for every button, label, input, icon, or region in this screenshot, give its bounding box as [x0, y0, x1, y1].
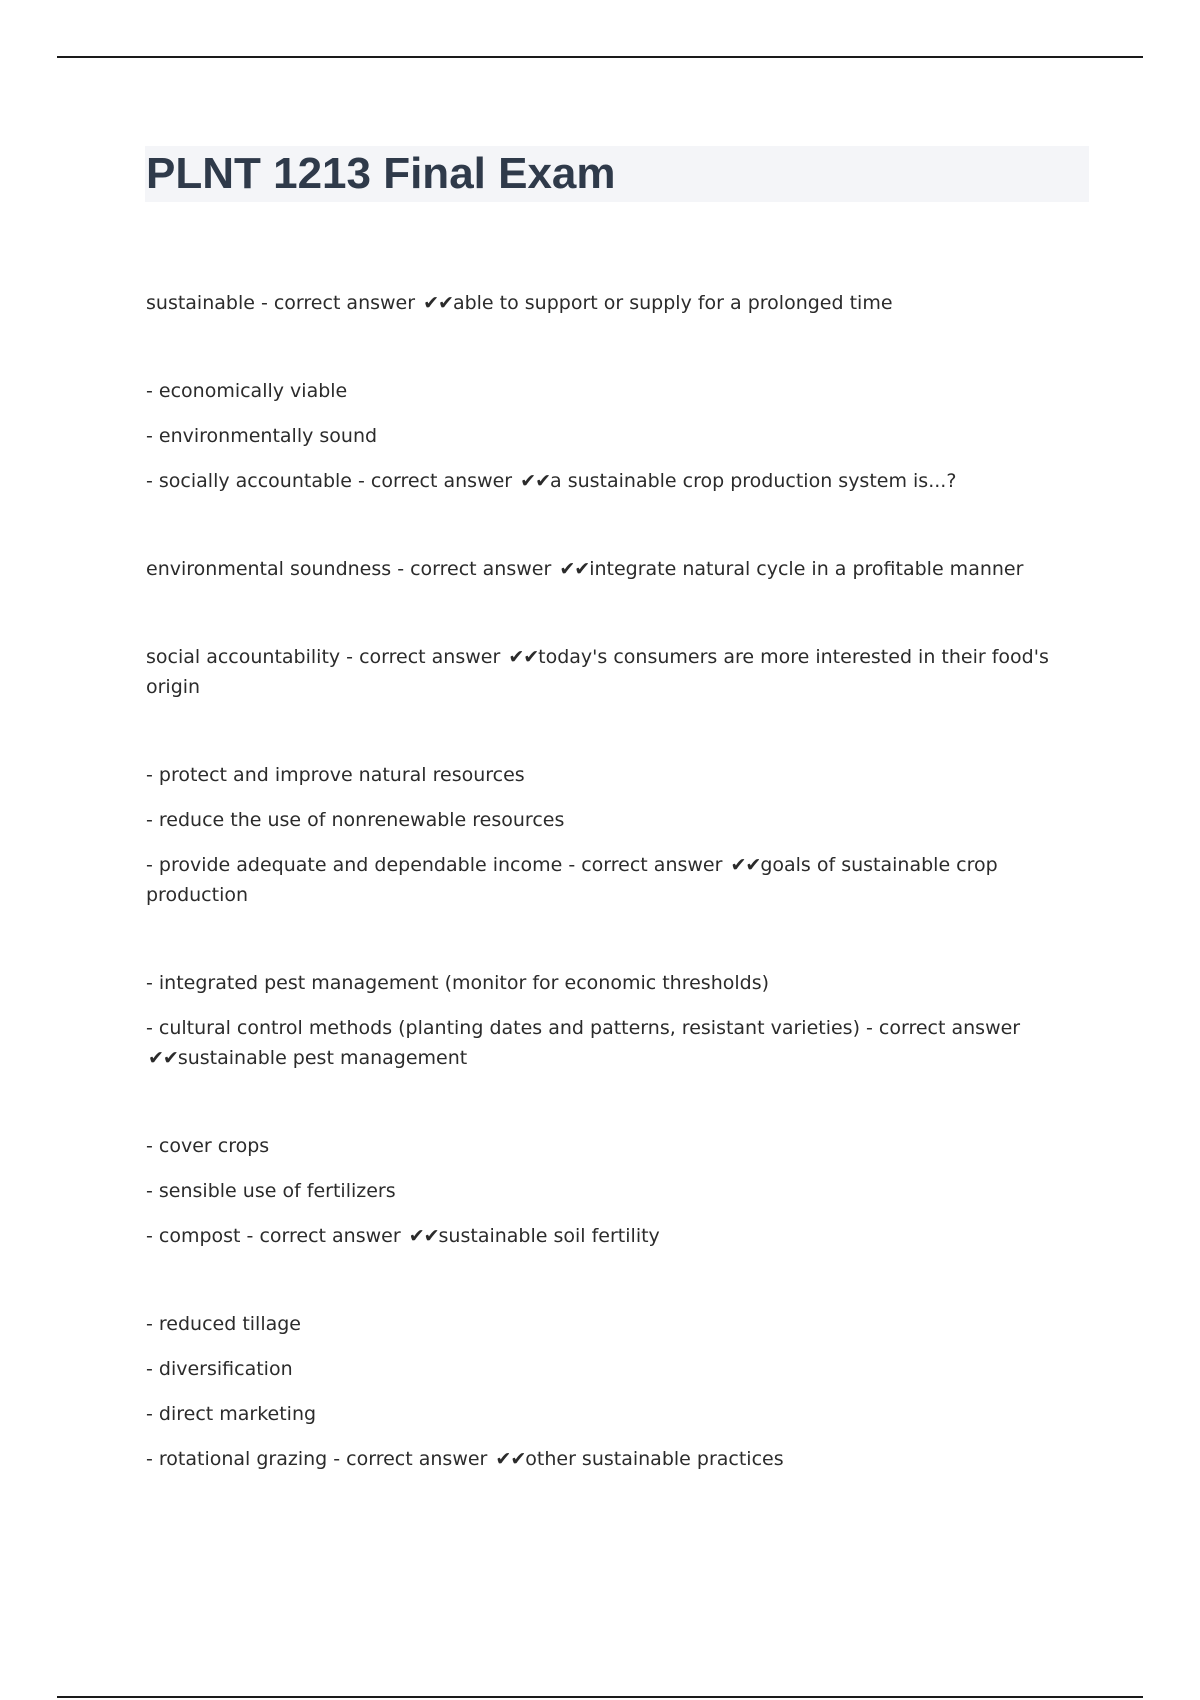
- qa-prompt: environmental soundness - correct answer: [146, 558, 552, 580]
- qa-line: [146, 288, 1066, 318]
- qa-entry: [146, 376, 1066, 496]
- page-title: PLNT 1213 Final Exam: [146, 149, 616, 198]
- qa-entry: [146, 642, 1066, 702]
- qa-line: [146, 1221, 1066, 1251]
- document-body: [146, 288, 1066, 1532]
- check-icon: ✔✔: [495, 1448, 526, 1470]
- check-icon: ✔✔: [730, 854, 761, 876]
- qa-prompt: - provide adequate and dependable income - correct answer: [146, 854, 723, 876]
- qa-answer: a sustainable crop production system is...?: [550, 470, 957, 492]
- qa-line: - economically viable: [146, 380, 348, 402]
- qa-entry: [146, 288, 1066, 318]
- qa-prompt: - socially accountable - correct answer: [146, 470, 513, 492]
- qa-entry: [146, 760, 1066, 910]
- qa-line: [146, 554, 1066, 584]
- check-icon: ✔✔: [559, 558, 590, 580]
- qa-prompt: - cultural control methods (planting dates and patterns, resistant varieties) - correct answer: [146, 1017, 1021, 1039]
- qa-line: - direct marketing: [146, 1403, 317, 1425]
- qa-line: - cover crops: [146, 1135, 270, 1157]
- qa-line: [146, 850, 1066, 910]
- qa-answer: today's consumers are more interested in their food's origin: [146, 646, 1049, 698]
- qa-answer: goals of sustainable crop production: [146, 854, 998, 906]
- qa-line: - reduced tillage: [146, 1313, 301, 1335]
- qa-line: - reduce the use of nonrenewable resources: [146, 809, 565, 831]
- qa-answer: sustainable pest management: [177, 1047, 468, 1069]
- qa-line: [146, 642, 1066, 702]
- qa-line: - protect and improve natural resources: [146, 764, 525, 786]
- qa-answer: sustainable soil fertility: [438, 1225, 660, 1247]
- check-icon: ✔✔: [520, 470, 551, 492]
- qa-prompt: - compost - correct answer: [146, 1225, 401, 1247]
- qa-entry: [146, 1131, 1066, 1251]
- qa-prompt: - rotational grazing - correct answer: [146, 1448, 488, 1470]
- qa-answer: able to support or supply for a prolonged time: [452, 292, 893, 314]
- qa-entry: [146, 968, 1066, 1073]
- header-rule: [57, 56, 1143, 58]
- qa-line: - environmentally sound: [146, 425, 378, 447]
- footer-rule: [57, 1696, 1143, 1698]
- check-icon: ✔✔: [148, 1047, 178, 1069]
- qa-line: [146, 1013, 1066, 1073]
- qa-answer: integrate natural cycle in a profitable manner: [589, 558, 1024, 580]
- qa-answer: other sustainable practices: [525, 1448, 784, 1470]
- check-icon: ✔✔: [423, 292, 453, 314]
- qa-line: - integrated pest management (monitor for economic thresholds): [146, 972, 770, 994]
- qa-line: - sensible use of fertilizers: [146, 1180, 396, 1202]
- qa-line: [146, 1444, 1066, 1474]
- qa-prompt: sustainable - correct answer: [146, 292, 416, 314]
- qa-line: [146, 466, 1066, 496]
- qa-entry: [146, 554, 1066, 584]
- check-icon: ✔✔: [408, 1225, 439, 1247]
- qa-prompt: social accountability - correct answer: [146, 646, 501, 668]
- qa-line: - diversification: [146, 1358, 293, 1380]
- check-icon: ✔✔: [508, 646, 539, 668]
- qa-entry: [146, 1309, 1066, 1474]
